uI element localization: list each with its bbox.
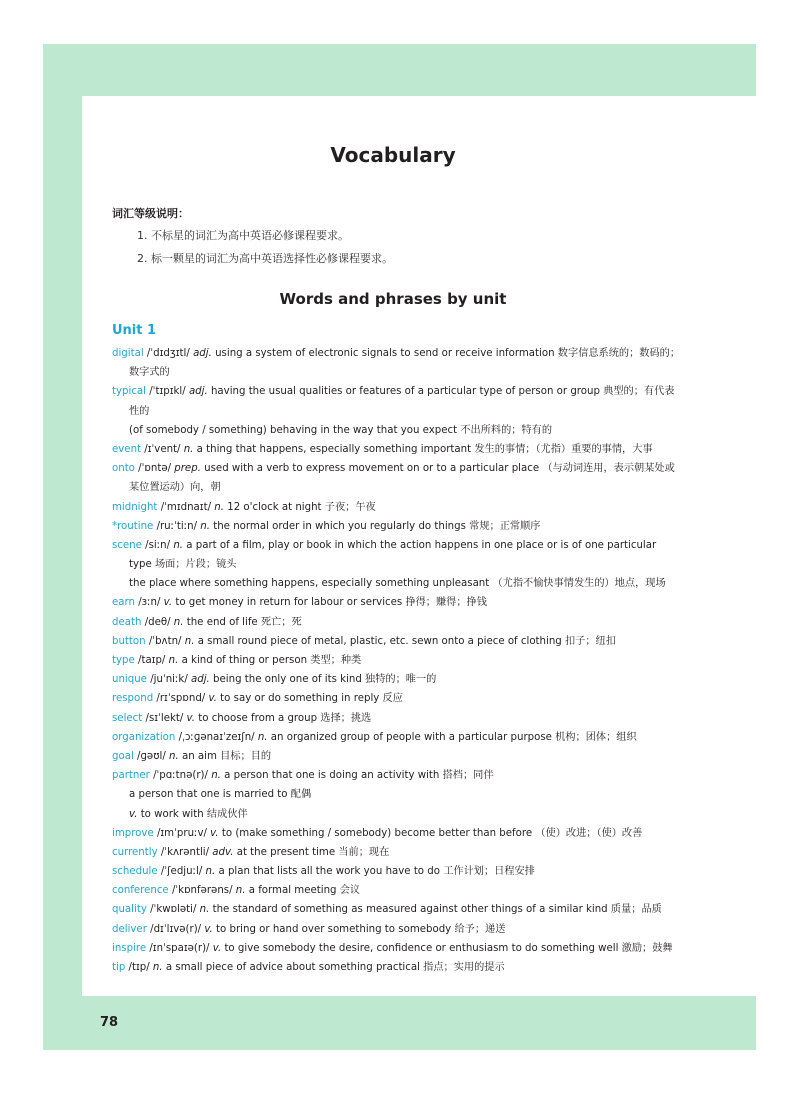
phonetic: /rɪˈspɒnd/ [156,693,206,705]
part-of-speech: n. [173,539,184,551]
definition: to say or do something in reply 反应 [220,693,403,705]
vocab-entry [112,536,692,555]
definition: to (make something / somebody) become better than before （使）改进；（使）改善 [221,827,643,839]
vocab-entry [112,651,692,670]
definition: a plan that lists all the work you have to do 工作计划；日程安排 [218,866,535,878]
phonetic: /taɪp/ [138,655,166,666]
headword: scene [112,539,142,551]
headword: improve [112,827,154,839]
part-of-speech: v. [163,597,173,609]
part-of-speech: v. [212,942,222,954]
vocab-entry [112,382,692,401]
vocab-entry [112,881,692,900]
vocab-entry [112,728,692,747]
phonetic: /deθ/ [144,616,171,628]
vocab-entry [112,900,692,919]
headword: goal [112,750,134,762]
vocab-entry [112,824,692,843]
phonetic: /ɪmˈpruːv/ [156,827,207,839]
definition: having the usual qualities or features of a particular type of person or group 典型的；有代表 [210,386,675,398]
part-of-speech: n. [257,731,268,743]
vocab-entry [112,613,692,632]
vocabulary-list [112,344,692,977]
definition: 性的 [129,405,150,417]
headword: midnight [112,501,158,513]
part-of-speech: n. [214,501,224,513]
vocab-entry-continuation [112,421,692,440]
definition: a formal meeting 会议 [248,885,361,897]
headword: deliver [112,923,147,935]
headword: quality [112,904,147,916]
part-of-speech: v. [208,693,217,705]
phonetic: /ruːˈtiːn/ [156,520,198,532]
phonetic: /tɪp/ [128,962,150,973]
definition: to get money in return for labour or services 挣得；赚得；挣钱 [175,597,487,609]
part-of-speech: n. [211,770,221,782]
vocab-entry [112,766,692,785]
phonetic: /ˈtɪpɪkl/ [149,386,186,398]
vocab-entry-continuation [112,805,692,824]
part-of-speech: adj. [193,348,212,359]
part-of-speech: n. [152,962,163,973]
part-of-speech: v. [204,923,213,935]
vocab-entry [112,920,692,939]
vocab-entry [112,670,692,689]
part-of-speech: n. [235,885,246,897]
section-subtitle: Words and phrases by unit [279,290,507,308]
definition: a kind of thing or person 类型；种类 [181,655,362,666]
phonetic: /ˈmɪdnaɪt/ [160,501,212,513]
phonetic: /ɜːn/ [138,597,161,609]
part-of-speech: v. [186,712,195,724]
vocab-entry [112,939,692,958]
phonetic: /ˌɔːɡənaɪˈzeɪʃn/ [178,731,255,743]
vocab-entry [112,689,692,708]
vocab-entry [112,440,692,459]
vocab-entry [112,498,692,517]
definition: 某位置运动）向，朝 [129,482,221,494]
headword: respond [112,693,154,705]
definition: to bring or hand over something to somebody 给予；递送 [216,923,506,935]
headword: tip [112,962,126,973]
definition: a part of a film, play or book in which the action happens in one place or is of one particular [186,539,657,551]
phonetic: /ˈɒntə/ [138,463,172,475]
vocab-entry [112,459,692,478]
definition: (of somebody / something) behaving in the way that you expect 不出所料的；特有的 [129,424,553,436]
definition: a person that one is married to 配偶 [129,789,312,801]
headword: currently [112,846,158,858]
level-note-item: 2. 标一颗星的词汇为高中英语选择性必修课程要求。 [137,252,393,265]
part-of-speech: n. [184,635,195,647]
headword: conference [112,885,169,897]
headword: digital [112,348,144,359]
headword: event [112,443,142,455]
definition: the standard of something as measured against other things of a similar kind 质量；品质 [212,904,662,916]
definition: an aim 目标；目的 [181,750,272,762]
definition: to work with 结成伙伴 [140,808,248,820]
part-of-speech: n. [173,616,184,628]
headword: unique [112,674,147,686]
phonetic: /ˈdɪdʒɪtl/ [146,348,190,359]
part-of-speech: n. [199,904,210,916]
definition: the normal order in which you regularly do things 常规；正常顺序 [213,520,541,532]
vocab-entry-continuation [112,402,692,421]
phonetic: /sɪˈlekt/ [145,712,184,724]
vocab-entry [112,747,692,766]
part-of-speech: adj. [188,386,208,398]
vocab-entry-continuation [112,555,692,574]
page-number: 78 [100,1015,119,1030]
phonetic: /ˈbʌtn/ [148,635,182,647]
headword: schedule [112,866,158,878]
headword: partner [112,770,150,782]
headword: inspire [112,942,147,954]
vocab-entry [112,344,692,363]
unit-heading: Unit 1 [112,323,157,338]
part-of-speech: v. [129,808,138,820]
phonetic: /dɪˈlɪvə(r)/ [150,923,202,935]
definition: a small round piece of metal, plastic, etc. sewn onto a piece of clothing 扣子；纽扣 [197,635,616,647]
part-of-speech: adj. [191,674,210,686]
vocab-entry-continuation [112,478,692,497]
part-of-speech: adv. [212,846,234,858]
headword: button [112,635,146,647]
phonetic: /siːn/ [145,539,171,551]
definition: the end of life 死亡；死 [186,616,302,628]
definition: being the only one of its kind 独特的；唯一的 [213,674,437,686]
definition: 数字式的 [129,367,170,379]
definition: using a system of electronic signals to send or receive information 数字信息系统的；数码的； [215,348,681,359]
definition: at the present time 当前；现在 [236,846,390,858]
vocab-entry-continuation [112,785,692,804]
part-of-speech: n. [168,655,179,666]
headword: select [112,712,143,724]
phonetic: /ɪnˈspaɪə(r)/ [149,942,210,954]
vocab-entry [112,517,692,536]
headword: typical [112,386,146,398]
vocab-entry [112,958,692,977]
headword: organization [112,731,176,743]
phonetic: /juˈniːk/ [150,674,188,686]
part-of-speech: n. [205,866,216,878]
part-of-speech: n. [169,750,179,762]
part-of-speech: n. [200,520,210,532]
definition: to choose from a group 选择；挑选 [198,712,372,724]
definition: a thing that happens, especially something important 发生的事情；（尤指）重要的事情，大事 [196,443,653,455]
vocab-entry [112,862,692,881]
definition: type 场面；片段；镜头 [129,559,237,571]
vocab-entry [112,632,692,651]
definition: a person that one is doing an activity with 搭档；同伴 [224,770,494,782]
phonetic: /ɡəʊl/ [137,750,166,762]
phonetic: /ˈpɑːtnə(r)/ [153,770,208,782]
headword: *routine [112,520,154,532]
phonetic: /ɪˈvent/ [144,443,181,455]
headword: death [112,616,142,628]
phonetic: /ˈkwɒləti/ [150,904,197,916]
part-of-speech: n. [183,443,194,455]
phonetic: /ˈkʌrəntli/ [160,846,210,858]
definition: a small piece of advice about something practical 指点；实用的提示 [165,962,505,973]
definition: used with a verb to express movement on or to a particular place （与动词连用，表示朝某处或 [204,463,675,475]
phonetic: /ˈkɒnfərəns/ [171,885,233,897]
headword: earn [112,597,135,609]
phonetic: /ˈʃedjuːl/ [160,866,203,878]
definition: to give somebody the desire, confidence or enthusiasm to do something well 激励；鼓舞 [224,942,673,954]
definition: 12 o'clock at night 子夜；午夜 [227,501,376,513]
part-of-speech: prep. [174,463,201,475]
headword: type [112,655,135,666]
vocab-entry-continuation [112,574,692,593]
definition: an organized group of people with a particular purpose 机构；团体；组织 [270,731,637,743]
vocab-entry [112,843,692,862]
level-note-item: 1. 不标星的词汇为高中英语必修课程要求。 [137,229,349,242]
part-of-speech: v. [210,827,219,839]
level-note-heading: 词汇等级说明： [112,207,189,220]
definition: the place where something happens, especially something unpleasant （尤指不愉快事情发生的）地点，现场 [129,578,666,590]
vocab-entry-continuation [112,363,692,382]
vocab-entry [112,709,692,728]
headword: onto [112,463,135,475]
vocab-entry [112,593,692,612]
page-title: Vocabulary [330,143,456,167]
